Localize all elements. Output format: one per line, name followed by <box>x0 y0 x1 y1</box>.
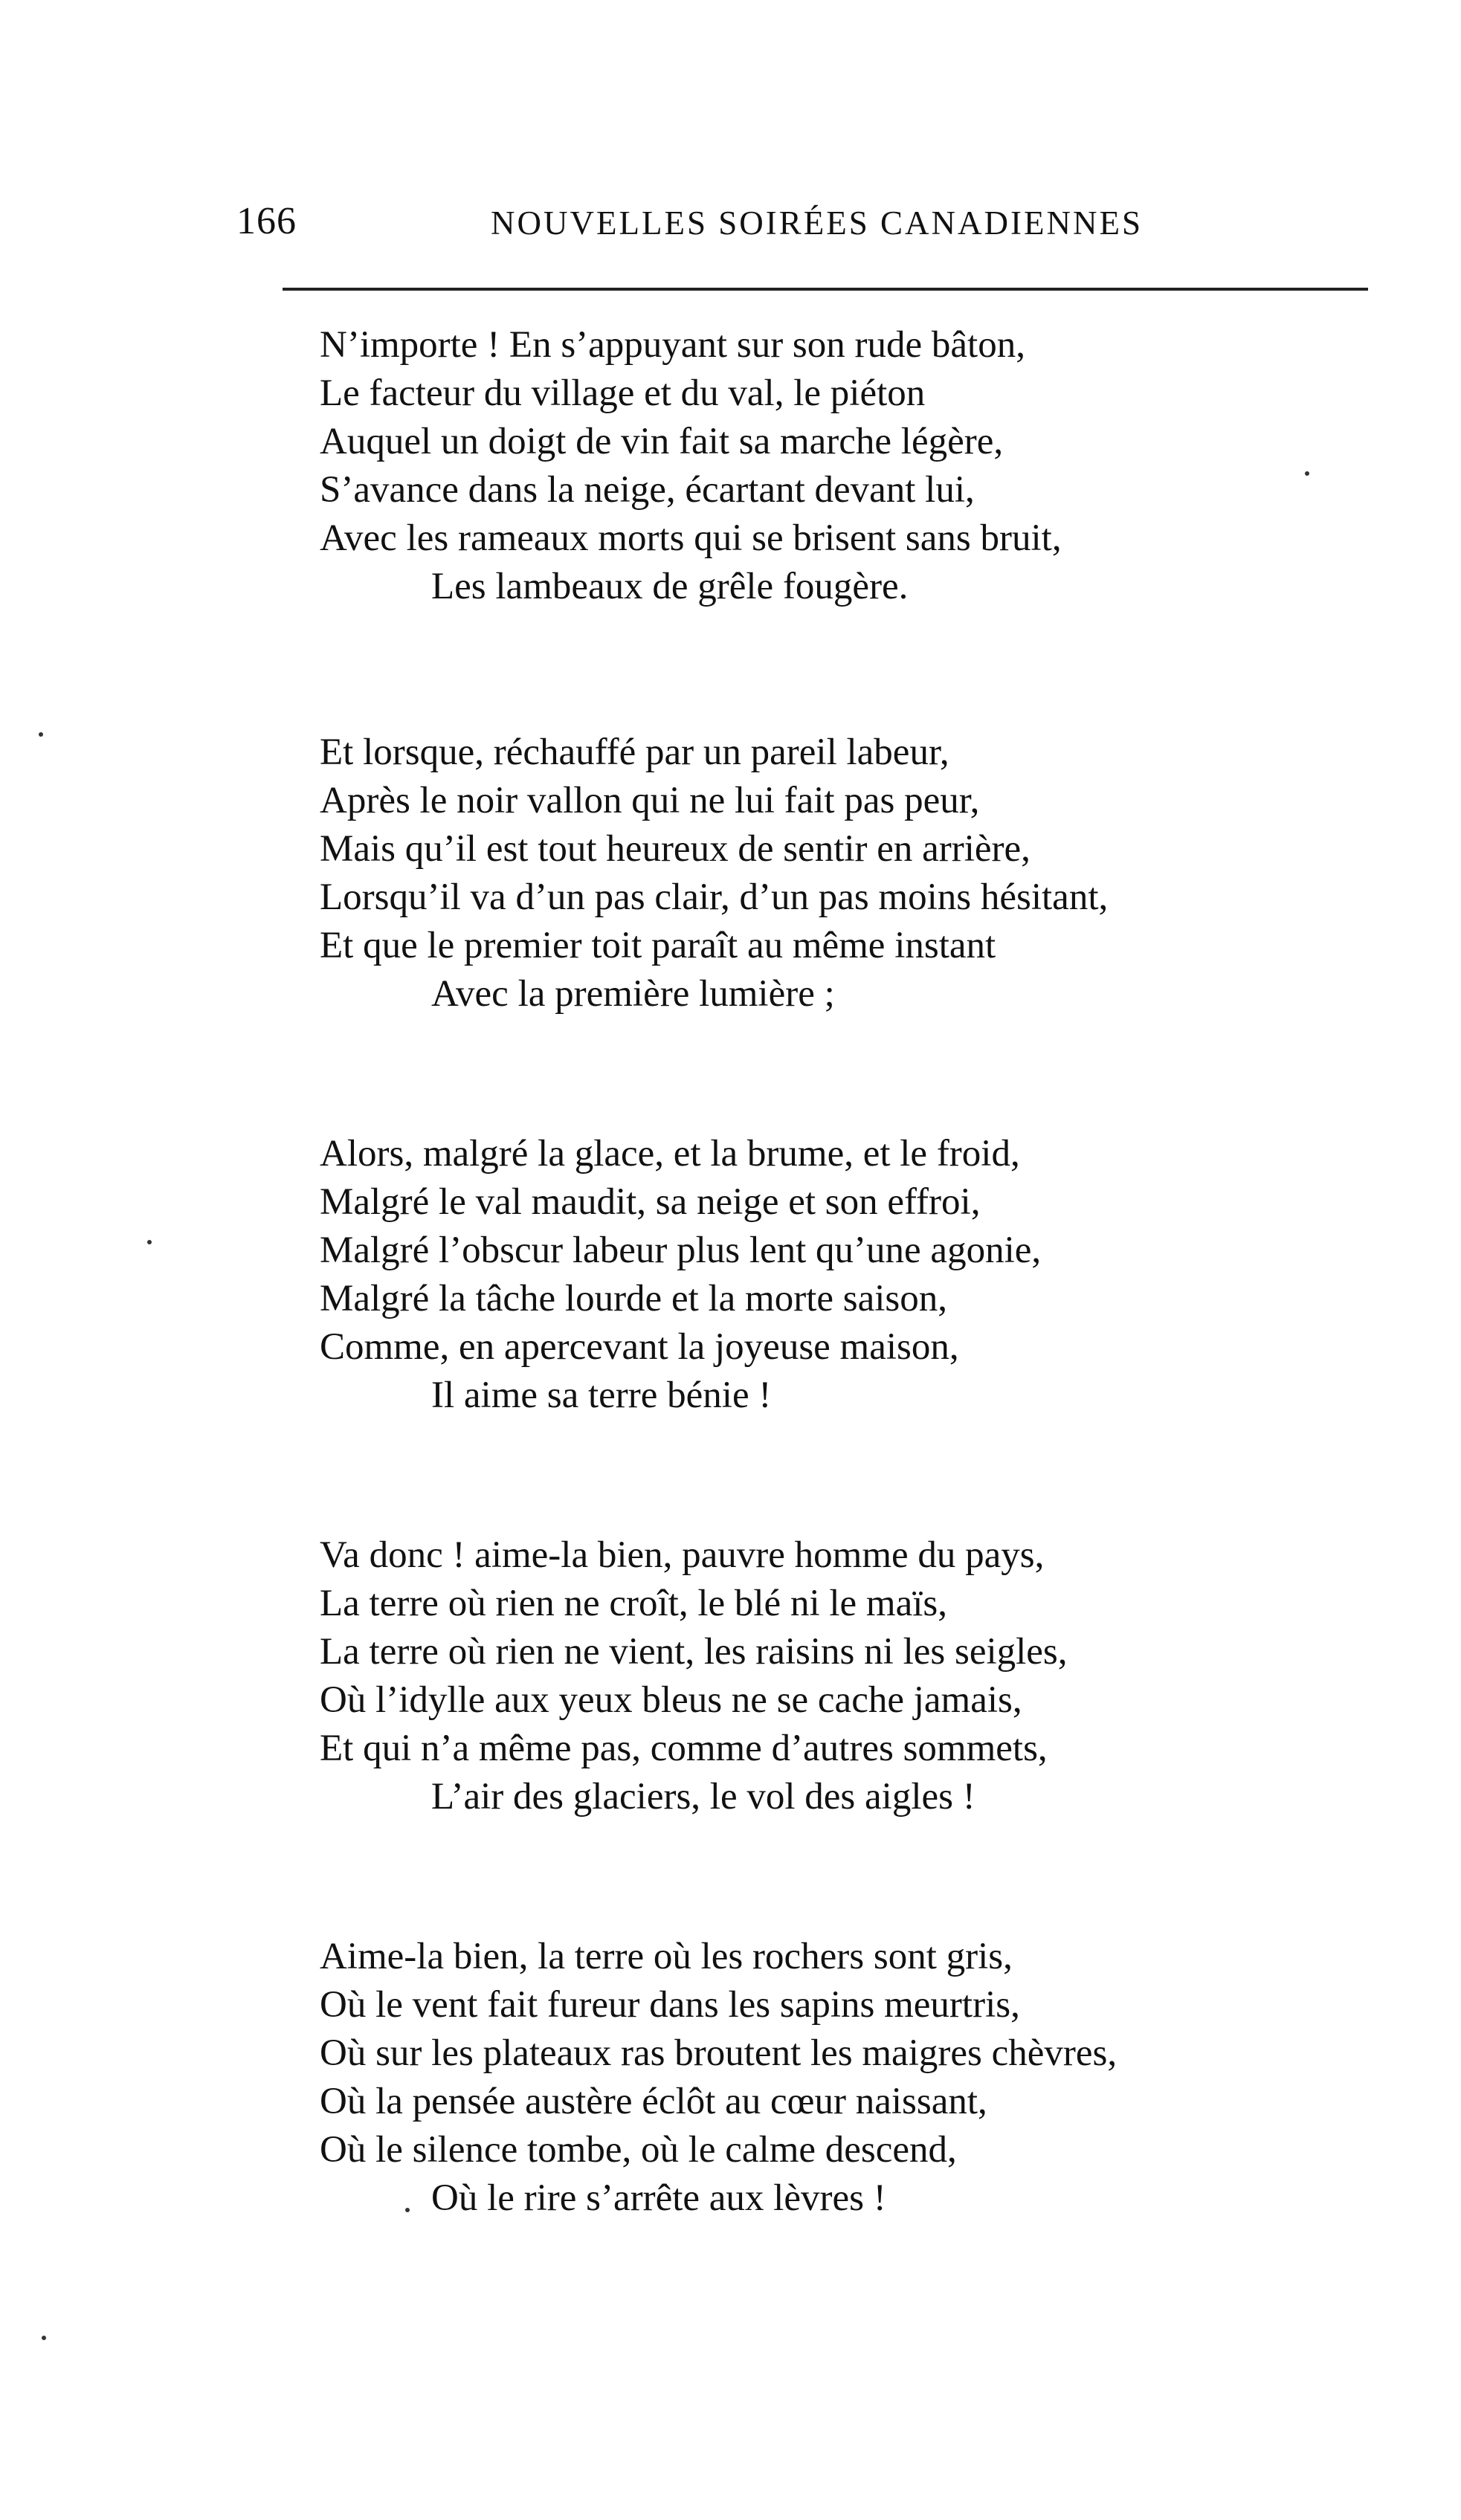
verse-line: Où le silence tombe, où le calme descend, <box>320 2129 957 2171</box>
page-number: 166 <box>236 200 297 242</box>
verse-line: Et qui n’a même pas, comme d’autres sommets, <box>320 1728 1048 1769</box>
verse-line-refrain: L’air des glaciers, le vol des aigles ! <box>431 1776 975 1818</box>
verse-line: Alors, malgré la glace, et la brume, et le froid, <box>320 1133 1020 1175</box>
verse-line: La terre où rien ne croît, le blé ni le maïs, <box>320 1583 947 1624</box>
verse-line: Aime-la bien, la terre où les rochers sont gris, <box>320 1936 1013 1977</box>
running-title: NOUVELLES SOIRÉES CANADIENNES <box>491 204 1143 242</box>
stanza-1 <box>320 321 1375 611</box>
scan-speck <box>147 1240 152 1244</box>
verse-line: Auquel un doigt de vin fait sa marche légère, <box>320 421 1004 462</box>
verse-line: Lorsqu’il va d’un pas clair, d’un pas moins hésitant, <box>320 876 1109 918</box>
verse-line-refrain: Avec la première lumière ; <box>431 973 835 1015</box>
verse-line: Comme, en apercevant la joyeuse maison, <box>320 1326 959 1368</box>
verse-line: N’importe ! En s’appuyant sur son rude bâton, <box>320 324 1025 366</box>
verse-line: S’avance dans la neige, écartant devant lui, <box>320 469 975 511</box>
verse-line: Le facteur du village et du val, le piéton <box>320 372 926 414</box>
verse-line: Et lorsque, réchauffé par un pareil labeur, <box>320 731 949 773</box>
scan-speck <box>39 732 43 737</box>
verse-line: Où la pensée austère éclôt au cœur naissant, <box>320 2081 987 2122</box>
stanza-3 <box>320 1130 1375 1420</box>
verse-line: Mais qu’il est tout heureux de sentir en arrière, <box>320 828 1031 870</box>
verse-line: Après le noir vallon qui ne lui fait pas peur, <box>320 780 980 821</box>
stanza-2 <box>320 728 1375 1018</box>
header-rule <box>283 288 1368 291</box>
scan-speck <box>405 2208 410 2212</box>
verse-line: Malgré la tâche lourde et la morte saison, <box>320 1278 948 1319</box>
verse-line-refrain: Il aime sa terre bénie ! <box>431 1374 772 1416</box>
verse-line-refrain: Où le rire s’arrête aux lèvres ! <box>431 2177 886 2219</box>
stanza-5 <box>320 1933 1375 2223</box>
verse-line: La terre où rien ne vient, les raisins ni les seigles, <box>320 1631 1068 1673</box>
verse-line: Avec les rameaux morts qui se brisent sans bruit, <box>320 517 1062 559</box>
verse-line-refrain: Les lambeaux de grêle fougère. <box>431 566 909 607</box>
verse-line: Où sur les plateaux ras broutent les maigres chèvres, <box>320 2032 1117 2074</box>
scan-speck <box>1305 471 1309 476</box>
verse-line: Et que le premier toit paraît au même instant <box>320 925 996 966</box>
stanza-4 <box>320 1531 1375 1821</box>
verse-line: Malgré l’obscur labeur plus lent qu’une agonie, <box>320 1230 1042 1271</box>
verse-line: Où le vent fait fureur dans les sapins meurtris, <box>320 1984 1020 2026</box>
verse-line: Où l’idylle aux yeux bleus ne se cache jamais, <box>320 1679 1022 1721</box>
verse-line: Va donc ! aime-la bien, pauvre homme du pays, <box>320 1534 1045 1576</box>
scan-speck <box>42 2336 46 2340</box>
verse-line: Malgré le val maudit, sa neige et son effroi, <box>320 1181 981 1223</box>
